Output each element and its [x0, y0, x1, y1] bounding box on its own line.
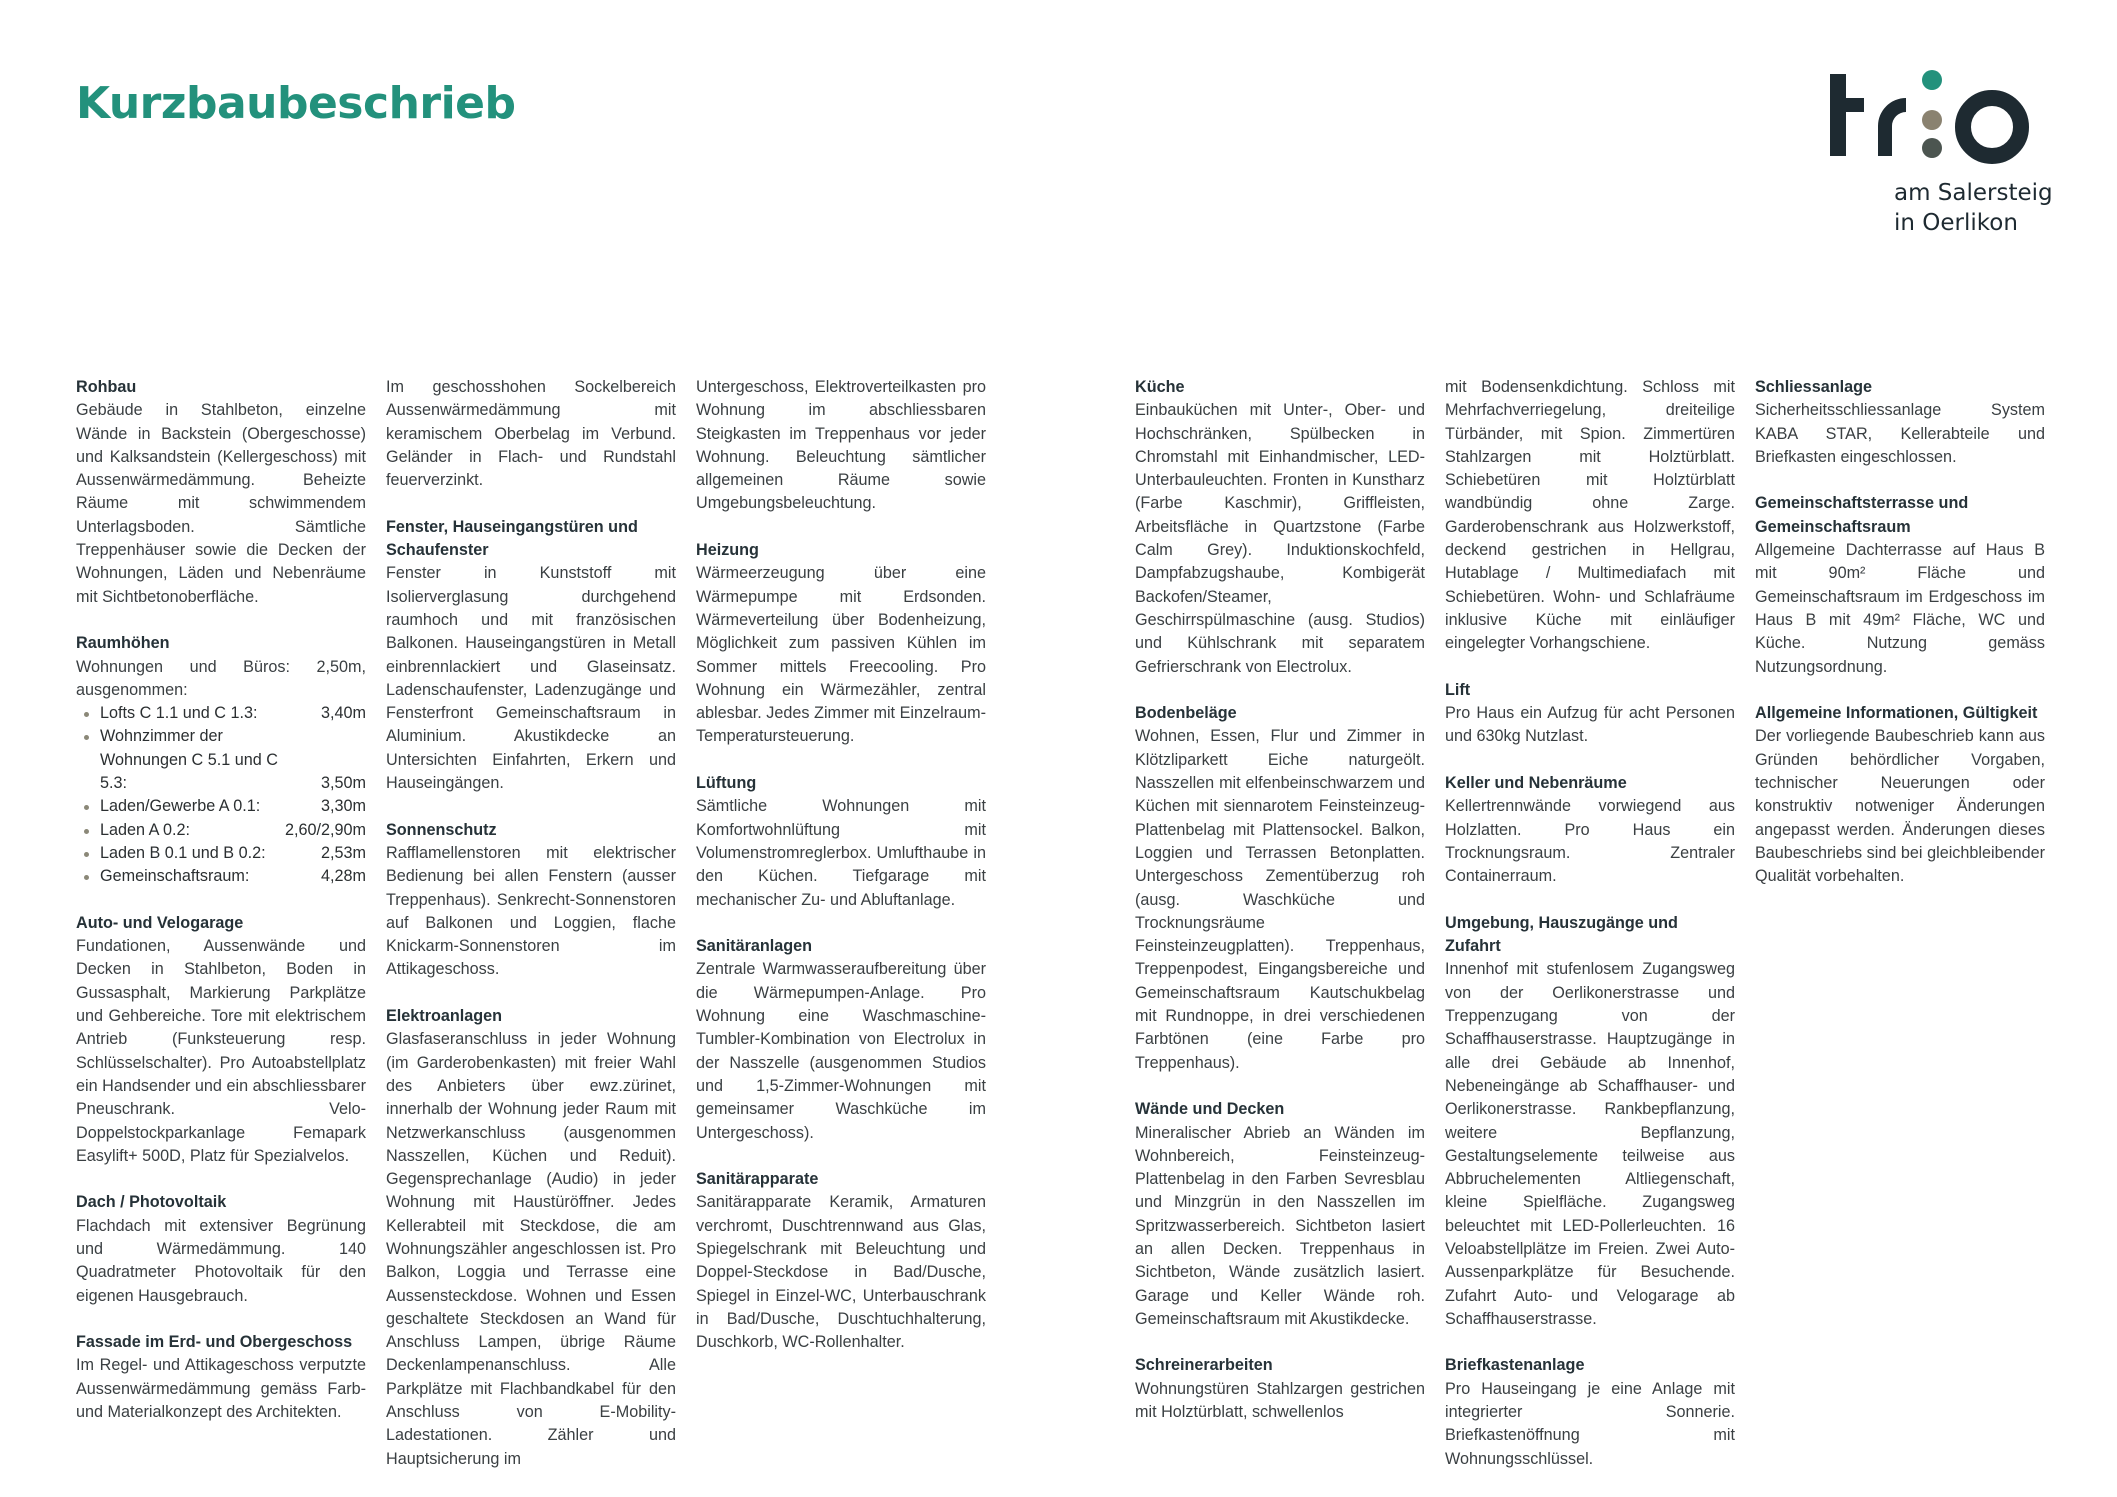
section-gemeinschaft — [1755, 492, 2045, 678]
section-heading: Sonnenschutz — [386, 820, 497, 839]
room-heights-list — [76, 702, 366, 888]
logo-dot-top — [1922, 70, 1942, 90]
room-height-value: 3,40m — [321, 704, 366, 723]
section-text: Im geschosshohen Sockelbereich Aussenwärmedämmung mit keramischem Oberbelag im Verbund. Geländer in Flach- und Rundstahl feuerverzinkt. — [386, 378, 676, 490]
section-schreinerarbeiten-continued — [1445, 376, 1735, 656]
section-text: Allgemeine Dachterrasse auf Haus B mit 90m² Fläche und Gemeinschaftsraum im Erdgeschoss im Haus B mit 49m² Fläche, WC und Küche. Nutzung gemäss Nutzungsordnung. — [1755, 541, 2045, 676]
column-5 — [1445, 376, 1735, 1494]
section-heading: Auto- und Velogarage — [76, 913, 244, 932]
section-text: Rafflamellenstoren mit elektrischer Bedienung bei allen Fenstern (ausser Treppenhaus). Senkrecht-Sonnenstoren auf Balkonen und Loggien, flache Knickarm-Sonnenstoren im Attikageschoss. — [386, 843, 676, 979]
section-fassade — [76, 1331, 366, 1424]
room-height-value: 2,60/2,90m — [285, 820, 366, 839]
section-schliessanlage — [1755, 376, 2045, 469]
section-briefkasten — [1445, 1354, 1735, 1470]
column-2 — [386, 376, 676, 1494]
section-heading: Sanitärapparate — [696, 1170, 819, 1189]
room-height-value: 4,28m — [321, 867, 366, 886]
section-heading: Gemeinschaftsterrasse und Gemeinschaftsraum — [1755, 494, 1969, 536]
section-allgemein — [1755, 702, 2045, 888]
section-sanitaeranlagen — [696, 935, 986, 1145]
column-3 — [696, 376, 986, 1378]
trio-logo — [1820, 60, 2080, 260]
trio-wordmark-icon — [1820, 60, 2040, 170]
section-text: Wohnen, Essen, Flur und Zimmer in Klötzliparkett Eiche naturgeölt. Nasszellen mit elfenbeinschwarzem und Küchen mit siennarotem Feinsteinzeug-Plattenbelag mit Plattensockel. Balkon, Loggien und Terrassen Betonplatten. Untergeschoss Zementüberzug roh (ausg. Waschküche und Trocknungsräume Feinsteinzeugplatten). Treppenhaus, Treppenpodest, Eingangsbereiche und Gemeinschaftsraum Kautschukbelag mit Rundnoppe, in drei verschiedenen Farbtönen (eine Farbe pro Treppenhaus). — [1135, 727, 1425, 1072]
section-lift — [1445, 679, 1735, 749]
section-dach — [76, 1191, 366, 1307]
section-text: Wohnungen und Büros: 2,50m, ausgenommen: — [76, 657, 366, 699]
section-text: Der vorliegende Baubeschrieb kann aus Gründen behördlicher Vorgaben, technischer Neuerungen oder konstruktiv notweniger Änderungen angepasst werden. Änderungen dieses Baubeschriebs sind bei gleichbleibender Qualität vorbehalten. — [1755, 727, 2045, 886]
section-schreinerarbeiten — [1135, 1354, 1425, 1424]
list-item — [100, 795, 366, 818]
section-heading: Heizung — [696, 541, 759, 560]
section-garage — [76, 912, 366, 1168]
section-text: Fenster in Kunststoff mit Isolierverglasung durchgehend raumhoch und mit französischen Balkonen. Hauseingangstüren in Metall einbrennlackiert und Glaseinsatz. Ladenschaufenster, Ladenzugänge und Fensterfront Gemeinschaftsraum in Aluminium. Akustikdecke an Untersichten Einfahrten, Erkern und Hauseingängen. — [386, 564, 676, 793]
section-heading: Bodenbeläge — [1135, 704, 1237, 723]
section-heading: Küche — [1135, 378, 1185, 396]
section-text: Innenhof mit stufenlosem Zugangsweg von der Oerlikonerstrasse und Treppenzugang von der Schaffhauserstrasse. Hauptzugänge in alle drei Gebäude ab Innenhof, Nebeneingänge ab Schaffhauser- und Oerlikonerstrasse. Rankbepflanzung, weitere Bepflanzung, Gestaltungselemente teilweise aus Abbruchelementen Altliegenschaft, kleine Spielfläche. Zugangsweg beleuchtet mit LED-Pollerleuchten. 16 Veloabstellplätze im Freien. Zwei Auto-Aussenparkplätze für Besuchende. Zufahrt Auto- und Velogarage ab Schaffhauserstrasse. — [1445, 960, 1735, 1328]
logo-subtitle-line1: am Salersteig — [1894, 180, 2053, 206]
section-fassade-continued — [386, 376, 676, 492]
section-text: Im Regel- und Attikageschoss verputzte Aussenwärmedämmung gemäss Farb- und Materialkonzept des Architekten. — [76, 1356, 366, 1422]
section-heading: Wände und Decken — [1135, 1100, 1285, 1119]
section-elektroanlagen — [386, 1005, 676, 1471]
room-height-value: 3,50m — [321, 774, 366, 793]
section-text: Wärmeerzeugung über eine Wärmepumpe mit Erdsonden. Wärmeverteilung über Bodenheizung, Möglichkeit zum passiven Kühlen im Sommer mittels Freecooling. Pro Wohnung ein Wärmezähler, zentral ablesbar. Jedes Zimmer mit Einzelraum-Temperatursteuerung. — [696, 564, 986, 746]
section-heizung — [696, 539, 986, 749]
logo-letter-r — [1878, 98, 1906, 156]
section-heading: Lift — [1445, 680, 1471, 699]
section-text: Glasfaseranschluss in jeder Wohnung (im Garderobenkasten) mit freier Wahl des Anbieters über ewz.zürinet, innerhalb der Wohnung jeder Raum mit Netzwerkanschluss (ausgenommen Nasszellen, Küchen und Reduit). Gegensprechanlage (Audio) in jeder Wohnung mit Haustüröffner. Jedes Kellerabteil mit Steckdose, die am Wohnungszähler angeschlossen ist. Pro Balkon, Loggia und Terrasse eine Aussensteckdose. Wohnen und Essen geschaltete Steckdosen an Wand für Anschluss Lampen, übrige Räume Deckenlampenanschluss. Alle Parkplätze mit Flachbandkabel für den Anschluss von E-Mobility-Ladestationen. Zähler und Hauptsicherung im — [386, 1030, 676, 1468]
section-text: Einbauküchen mit Unter-, Ober- und Hochschränken, Spülbecken in Chromstahl mit Einhandmischer, LED-Unterbauleuchten. Fronten in Kunstharz (Farbe Kaschmir), Griffleisten, Arbeitsfläche in Quartzstone (Farbe Calm Grey). Induktionskochfeld, Dampfabzugshaube, Kombigerät Backofen/Steamer, Geschirrspülmaschine (ausg. Studios) und Kühlschrank mit separatem Gefrierschrank von Electrolux. — [1135, 401, 1425, 676]
section-heading: Briefkastenanlage — [1445, 1356, 1585, 1375]
logo-dot-middle — [1922, 110, 1942, 130]
section-bodenbelaege — [1135, 702, 1425, 1075]
section-heading: Keller und Nebenräume — [1445, 774, 1627, 793]
room-label: Gemeinschaftsraum: — [100, 867, 250, 886]
section-umgebung — [1445, 912, 1735, 1331]
page-title: Kurzbaubeschrieb — [76, 78, 516, 129]
logo-dot-bottom — [1922, 138, 1942, 158]
room-label: Wohnzimmer der Wohnungen C 5.1 und C 5.3: — [100, 727, 278, 793]
section-heading: Raumhöhen — [76, 634, 170, 653]
section-rohbau — [76, 376, 366, 609]
section-lueftung — [696, 772, 986, 912]
room-label: Laden B 0.1 und B 0.2: — [100, 843, 266, 862]
room-height-value: 2,53m — [321, 843, 366, 862]
section-heading: Sanitäranlagen — [696, 937, 813, 956]
logo-letter-o — [1963, 98, 2021, 156]
room-label: Laden A 0.2: — [100, 820, 191, 839]
room-label: Lofts C 1.1 und C 1.3: — [100, 704, 258, 723]
room-height-value: 3,30m — [321, 797, 366, 816]
section-sonnenschutz — [386, 819, 676, 982]
list-item — [100, 702, 366, 725]
room-label: Laden/Gewerbe A 0.1: — [100, 797, 261, 816]
section-text: Untergeschoss, Elektroverteilkasten pro Wohnung im abschliessbaren Steigkasten im Treppenhaus vor jeder Wohnung. Beleuchtung sämtlicher allgemeinen Räume sowie Umgebungsbeleuchtung. — [696, 378, 986, 513]
section-text: Zentrale Warmwasseraufbereitung über die Wärmepumpen-Anlage. Pro Wohnung eine Waschmaschine-Tumbler-Kombination von Electrolux in der Nasszelle (ausgenommen Studios und 1,5-Zimmer-Wohnungen mit gemeinsamer Waschküche im Untergeschoss). — [696, 960, 986, 1142]
section-text: Mineralischer Abrieb an Wänden im Wohnbereich, Feinsteinzeug-Plattenbelag in den Farben Sevresblau und Minzgrün in den Nasszellen im Spritzwasserbereich. Sichtbeton lasiert an allen Decken. Treppenhaus in Sichtbeton, Wände zusätzlich lasiert. Garage und Keller Wände roh. Gemeinschaftsraum mit Akustikdecke. — [1135, 1123, 1425, 1328]
section-raumhoehen — [76, 632, 366, 888]
column-1 — [76, 376, 366, 1448]
section-text: mit Bodensenkdichtung. Schloss mit Mehrfachverriegelung, dreiteilige Türbänder, mit Spion. Zimmertüren Stahlzargen mit Holztürblatt. Schiebetüren mit Holztürblatt wandbündig ohne Zarge. Garderobenschrank aus Holzwerkstoff, deckend gestrichen in Hellgrau, Hutablage / Multimediafach mit Schiebetüren. Wohn- und Schlafräume inklusive Küche mit einläufiger eingelegter Vorhangschiene. — [1445, 378, 1735, 653]
section-text: Pro Hauseingang je eine Anlage mit integrierter Sonnerie. Briefkastenöffnung mit Wohnungsschlüssel. — [1445, 1379, 1735, 1468]
list-item — [100, 725, 366, 795]
section-heading: Rohbau — [76, 378, 137, 396]
section-text: Fundationen, Aussenwände und Decken in Stahlbeton, Boden in Gussasphalt, Markierung Parkplätze und Gehbereiche. Tore mit elektrischem Antrieb (Funksteuerung resp. Schlüsselschalter). Pro Autoabstellplatz ein Handsender und ein abschliessbarer Pneuschrank. Velo-Doppelstockparkanlage Femapark Easylift+ 500D, Platz für Spezialvelos. — [76, 937, 366, 1165]
section-text: Flachdach mit extensiver Begrünung und Wärmedämmung. 140 Quadratmeter Photovoltaik für den eigenen Hausgebrauch. — [76, 1216, 366, 1305]
logo-letter-t-bar — [1830, 98, 1864, 112]
logo-letter-t-stem — [1830, 74, 1846, 156]
section-heading: Elektroanlagen — [386, 1007, 503, 1026]
section-heading: Schreinerarbeiten — [1135, 1356, 1273, 1375]
section-kueche — [1135, 376, 1425, 679]
section-heading: Fenster, Hauseingangstüren und Schaufenster — [386, 517, 638, 560]
section-text: Sanitärapparate Keramik, Armaturen verchromt, Duschtrennwand aus Glas, Spiegelschrank mit Beleuchtung und Doppel-Steckdose in Bad/Dusche, Spiegel in Einzel-WC, Unterbauschrank in Bad/Dusche, Duschtuchhalterung, Duschkorb, WC-Rollenhalter. — [696, 1193, 986, 1352]
section-elektroanlagen-continued — [696, 376, 986, 516]
section-heading: Fassade im Erd- und Obergeschoss — [76, 1333, 353, 1352]
list-item — [100, 865, 366, 888]
section-sanitaerapparate — [696, 1168, 986, 1354]
list-item — [100, 819, 366, 842]
logo-subtitle-line2: in Oerlikon — [1894, 210, 2018, 236]
column-6 — [1755, 376, 2045, 912]
list-item — [100, 842, 366, 865]
section-text: Sämtliche Wohnungen mit Komfortwohnlüftung mit Volumenstromreglerbox. Umlufthaube in den Küchen. Tiefgarage mit mechanischer Zu- und Abluftanlage. — [696, 797, 986, 909]
section-text: Kellertrennwände vorwiegend aus Holzlatten. Pro Haus ein Trocknungsraum. Zentraler Containerraum. — [1445, 797, 1735, 886]
section-heading: Lüftung — [696, 774, 757, 793]
section-text: Sicherheitsschliessanlage System KABA STAR, Kellerabteile und Briefkasten eingeschlossen. — [1755, 401, 2045, 466]
section-keller — [1445, 772, 1735, 888]
section-text: Pro Haus ein Aufzug für acht Personen und 630kg Nutzlast. — [1445, 704, 1735, 746]
column-4 — [1135, 376, 1425, 1448]
section-text: Wohnungstüren Stahlzargen gestrichen mit Holztürblatt, schwellenlos — [1135, 1379, 1425, 1422]
section-fenster — [386, 516, 676, 796]
section-heading: Umgebung, Hauszugänge und Zufahrt — [1445, 913, 1678, 956]
section-heading: Allgemeine Informationen, Gültigkeit — [1755, 704, 2038, 723]
section-heading: Schliessanlage — [1755, 378, 1872, 396]
section-waende-decken — [1135, 1098, 1425, 1331]
section-text: Gebäude in Stahlbeton, einzelne Wände in Backstein (Obergeschosse) und Kalksandstein (Kellergeschoss) mit Aussenwärmedämmung. Beheizte Räume mit schwimmendem Unterlagsboden. Sämtliche Treppenhäuser sowie die Decken der Wohnungen, Läden und Nebenräume mit Sichtbetonoberfläche. — [76, 401, 366, 606]
logo-subtitle — [1894, 178, 2053, 238]
section-heading: Dach / Photovoltaik — [76, 1193, 227, 1212]
